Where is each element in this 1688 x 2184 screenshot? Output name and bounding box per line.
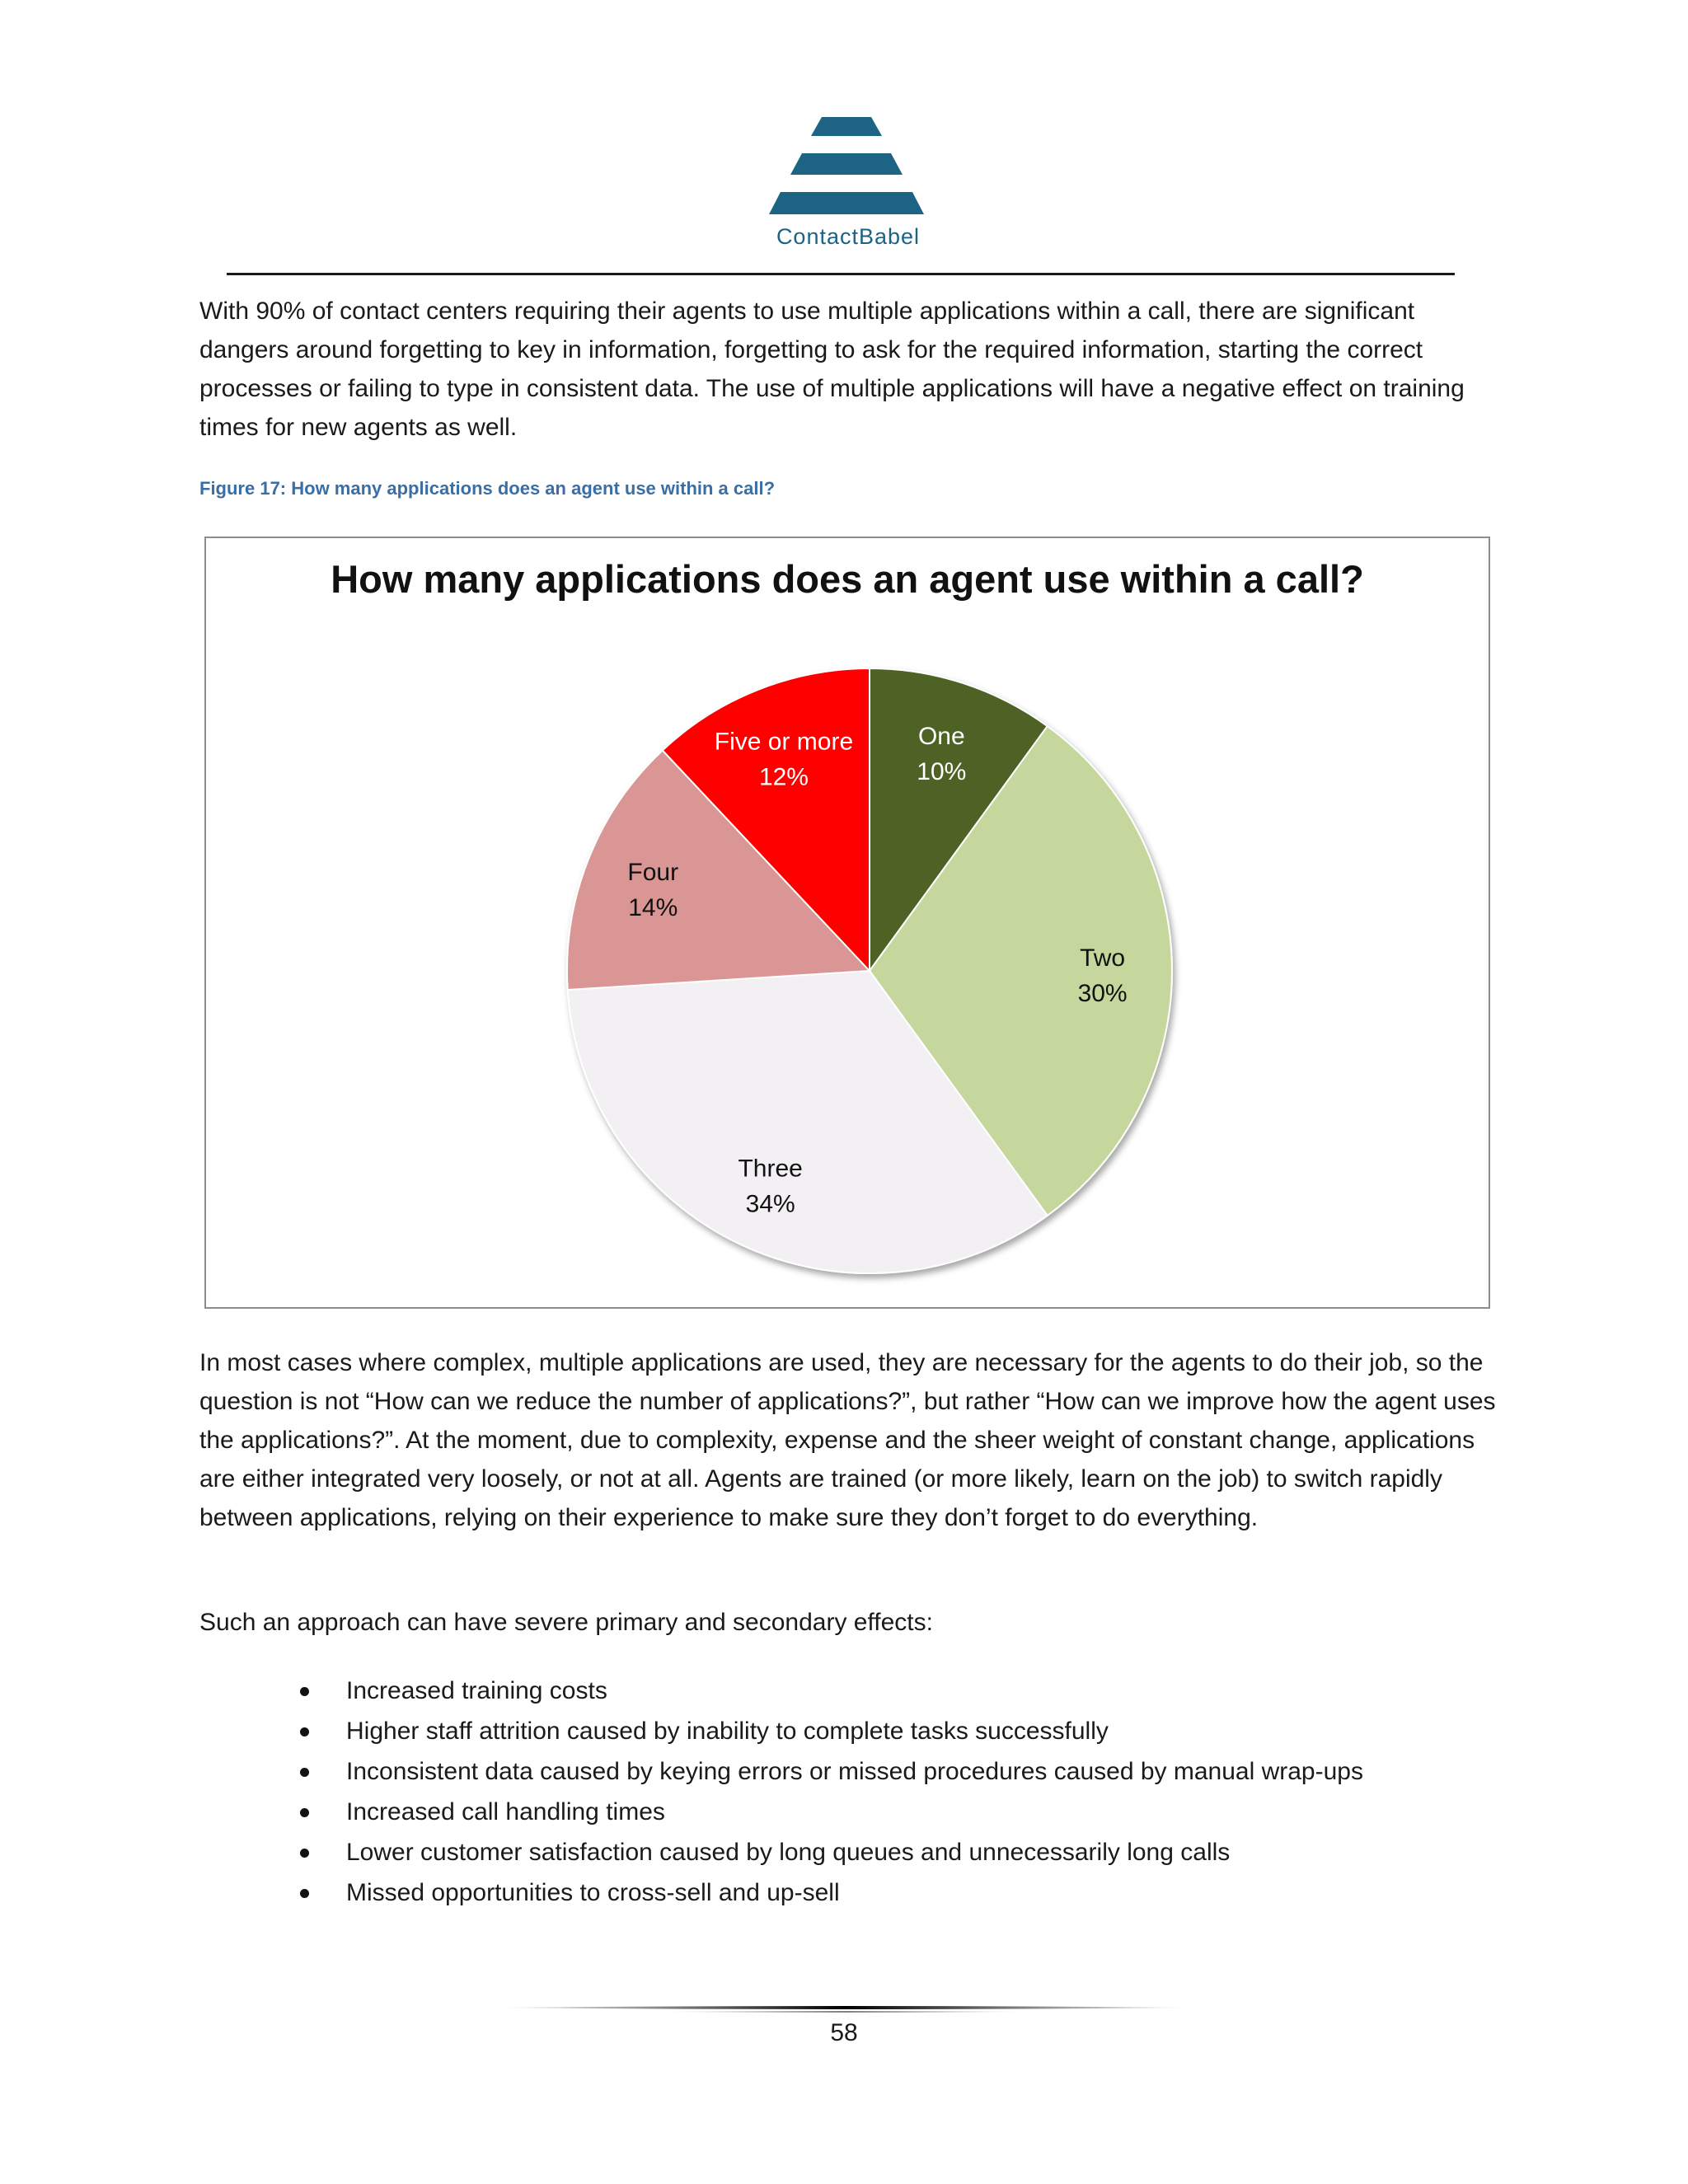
effects-list — [199, 1671, 1498, 1913]
page-number: 58 — [830, 2019, 858, 2046]
bullet-icon — [300, 1727, 309, 1736]
body-paragraph: In most cases where complex, multiple applications are used, they are necessary for the agents to do their job, so the question is not “How can we reduce the number of applications?”, but rather “How can we improve how the agent uses the applications?”. At the moment, due to complexity, expense and the sheer weight of constant change, applications are either integrated very loosely, or not at all. Agents are trained (or more likely, learn on the job) to switch rapidly between applications, relying on their experience to make sure they don’t forget to do everything. — [199, 1349, 1496, 1531]
list-item-text: Inconsistent data caused by keying errors or missed procedures caused by manual wrap-ups — [346, 1758, 1363, 1785]
list-item-text: Increased call handling times — [346, 1798, 665, 1825]
bullet-icon — [300, 1768, 309, 1777]
list-item-text: Higher staff attrition caused by inability to complete tasks successfully — [346, 1718, 1109, 1745]
slice-label-three: Three 34% — [738, 1155, 803, 1218]
list-item-text: Lower customer satisfaction caused by long queues and unnecessarily long calls — [346, 1839, 1231, 1866]
intro-paragraph: With 90% of contact centers requiring their agents to use multiple applications within a call, there are significant dangers around forgetting to key in information, forgetting to ask for the required information, starting the correct processes or failing to type in consistent data. The use of multiple applications will have a negative effect on training times for new agents as well. — [199, 298, 1465, 441]
list-item — [199, 1832, 1498, 1872]
list-item — [199, 1872, 1498, 1913]
list-item — [199, 1792, 1498, 1832]
brand-name: ContactBabel — [776, 224, 921, 249]
list-item — [199, 1711, 1498, 1751]
header-divider — [227, 273, 1455, 275]
chart-frame — [204, 537, 1490, 1309]
slice-label-four: Four 14% — [627, 858, 679, 921]
figure-caption: Figure 17: How many applications does an agent use within a call? — [199, 478, 776, 499]
list-item-text: Increased training costs — [346, 1677, 607, 1704]
bullet-icon — [300, 1808, 309, 1817]
bullet-icon — [300, 1687, 309, 1696]
pie-chart — [206, 538, 1489, 1307]
list-item-text: Missed opportunities to cross-sell and up-sell — [346, 1879, 840, 1906]
slice-label-two: Two 30% — [1077, 944, 1128, 1007]
slice-label-one: One 10% — [917, 723, 967, 786]
footer-divider — [495, 2004, 1195, 2016]
contactbabel-logo — [757, 117, 939, 249]
effects-intro: Such an approach can have severe primary and secondary effects: — [199, 1609, 933, 1636]
chart-title: How many applications does an agent use within a call? — [331, 557, 1364, 601]
bullet-icon — [300, 1889, 309, 1898]
bullet-icon — [300, 1849, 309, 1858]
list-item — [199, 1671, 1498, 1711]
list-item — [199, 1751, 1498, 1792]
slice-label-five-or-more: Five or more 12% — [714, 728, 854, 791]
pyramid-logo-icon — [757, 117, 939, 216]
